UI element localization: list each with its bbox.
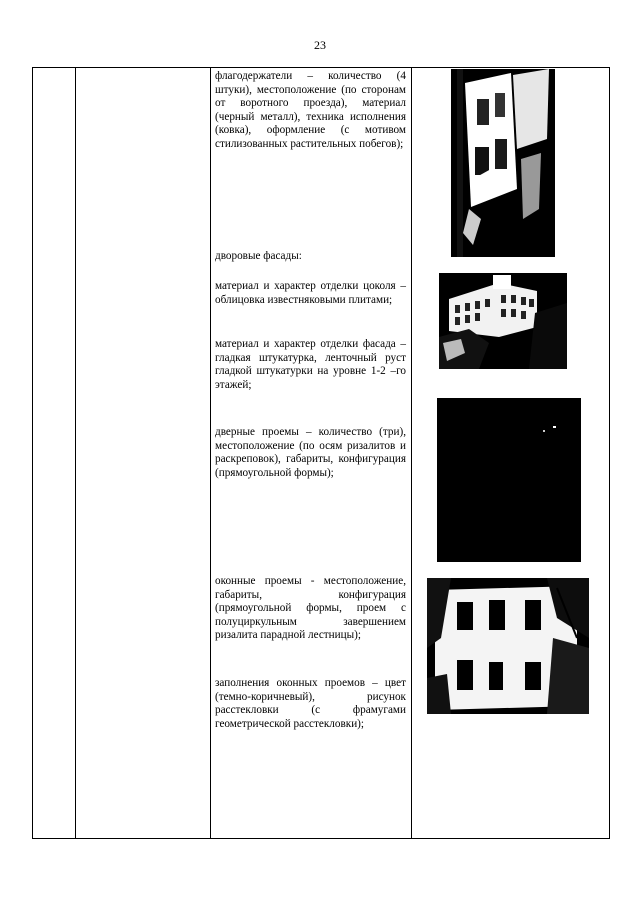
page-number: 23 bbox=[314, 38, 326, 52]
paragraph-flagholders: флагодержатели – количество (4 штуки), местоположение (по сторонам от воротного проезда), материал (черный металл), техника исполнения (ковка), оформление (с мотивом стилизованных растительных побегов); bbox=[215, 70, 406, 150]
column-divider bbox=[210, 68, 211, 838]
paragraph-door-openings: дверные проемы – количество (три), местоположение (по осям ризалитов и раскреповок), габариты, конфигурация (прямоугольной формы); bbox=[215, 426, 406, 479]
paragraph-facade-finish: материал и характер отделки фасада – гладкая штукатурка, ленточный руст гладкой штукатурки на уровне 1-2 –го этажей; bbox=[215, 338, 406, 391]
paragraph-courtyard-facades: дворовые фасады: bbox=[215, 250, 302, 262]
facade-photo bbox=[451, 69, 555, 257]
document-table bbox=[32, 67, 610, 839]
door-openings-photo bbox=[437, 398, 581, 562]
column-divider bbox=[411, 68, 412, 838]
paragraph-plinth: материал и характер отделки цоколя – облицовка известняковыми плитами; bbox=[215, 280, 406, 306]
column-divider bbox=[75, 68, 76, 838]
paragraph-window-fillings: заполнения оконных проемов – цвет (темно-коричневый), рисунок расстекловки (с фрамугами геометрической расстекловки); bbox=[215, 677, 406, 730]
courtyard-facade-photo bbox=[439, 273, 567, 369]
paragraph-window-openings: оконные проемы - местоположение, габариты, конфигурация (прямоугольной формы, проем с полуциркульным завершением ризалита парадной лестницы); bbox=[215, 575, 406, 642]
window-openings-photo bbox=[427, 578, 589, 714]
